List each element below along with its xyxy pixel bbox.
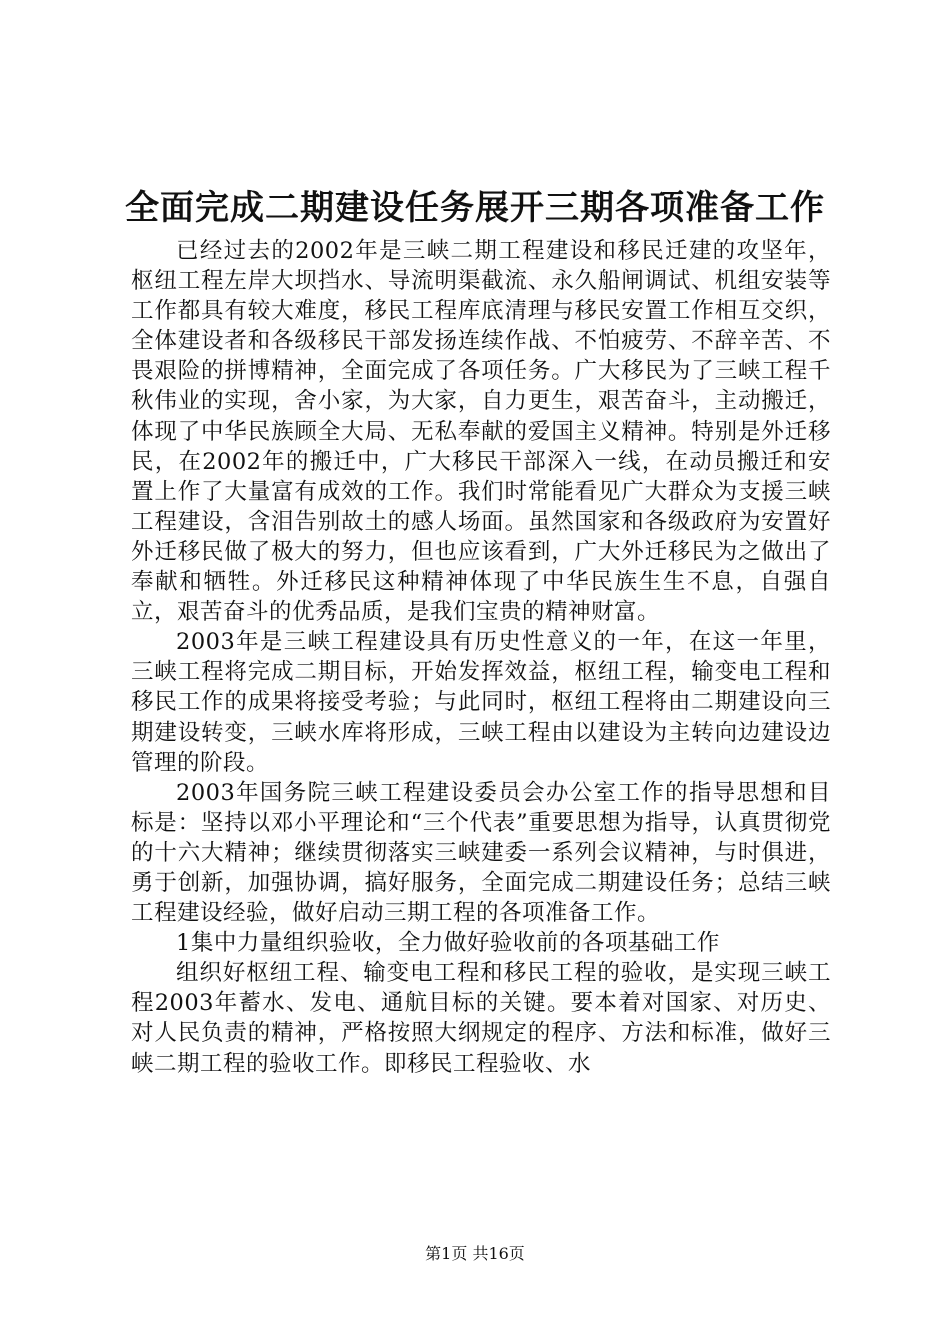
paragraph-1: 已经过去的2002年是三峡二期工程建设和移民迁建的攻坚年，枢纽工程左岸大坝挡水、导流明渠截流、永久船闸调试、机组安装等工作都具有较大难度，移民工程库底清理与移民安置工作相互交织，全体建设者和各级移民干部发扬连续作战、不怕疲劳、不辞辛苦、不畏艰险的拼博精神，全面完成了各项任务。广大移民为了三峡工程千秋伟业的实现，舍小家，为大家，自力更生，艰苦奋斗，主动搬迁，体现了中华民族顾全大局、无私奉献的爱国主义精神。特别是外迁移民，在2002年的搬迁中，广大移民干部深入一线，在动员搬迁和安置上作了大量富有成效的工作。我们时常能看见广大群众为支援三峡工程建设，含泪告别故土的感人场面。虽然国家和各级政府为安置好外迁移民做了极大的努力，但也应该看到，广大外迁移民为之做出了奉献和牺牲。外迁移民这种精神体现了中华民族生生不息，自强自立，艰苦奋斗的优秀品质，是我们宝贵的精神财富。 <box>131 238 831 626</box>
paragraph-2: 2003年是三峡工程建设具有历史性意义的一年，在这一年里，三峡工程将完成二期目标，开始发挥效益，枢纽工程，输变电工程和移民工作的成果将接受考验；与此同时，枢纽工程将由二期建设向三期建设转变，三峡水库将形成，三峡工程由以建设为主转向边建设边管理的阶段。 <box>131 629 831 776</box>
paragraph-4: 组织好枢纽工程、输变电工程和移民工程的验收，是实现三峡工程2003年蓄水、发电、通航目标的关键。要本着对国家、对历史、对人民负责的精神，严格按照大纲规定的程序、方法和标准，做好三峡二期工程的验收工作。即移民工程验收、水 <box>131 960 831 1077</box>
document-body <box>131 236 831 1079</box>
paragraph-3: 2003年国务院三峡工程建设委员会办公室工作的指导思想和目标是：坚持以邓小平理论和“三个代表”重要思想为指导，认真贯彻党的十六大精神；继续贯彻落实三峡建委一系列会议精神，与时俱进，勇于创新，加强协调，搞好服务，全面完成二期建设任务；总结三峡工程建设经验，做好启动三期工程的各项准备工作。 <box>131 779 831 927</box>
page-title: 全面完成二期建设任务展开三期各项准备工作 <box>125 188 825 228</box>
page-footer: 第1页 共16页 <box>425 1244 525 1263</box>
section-heading: 1集中力量组织验收，全力做好验收前的各项基础工作 <box>176 930 720 957</box>
